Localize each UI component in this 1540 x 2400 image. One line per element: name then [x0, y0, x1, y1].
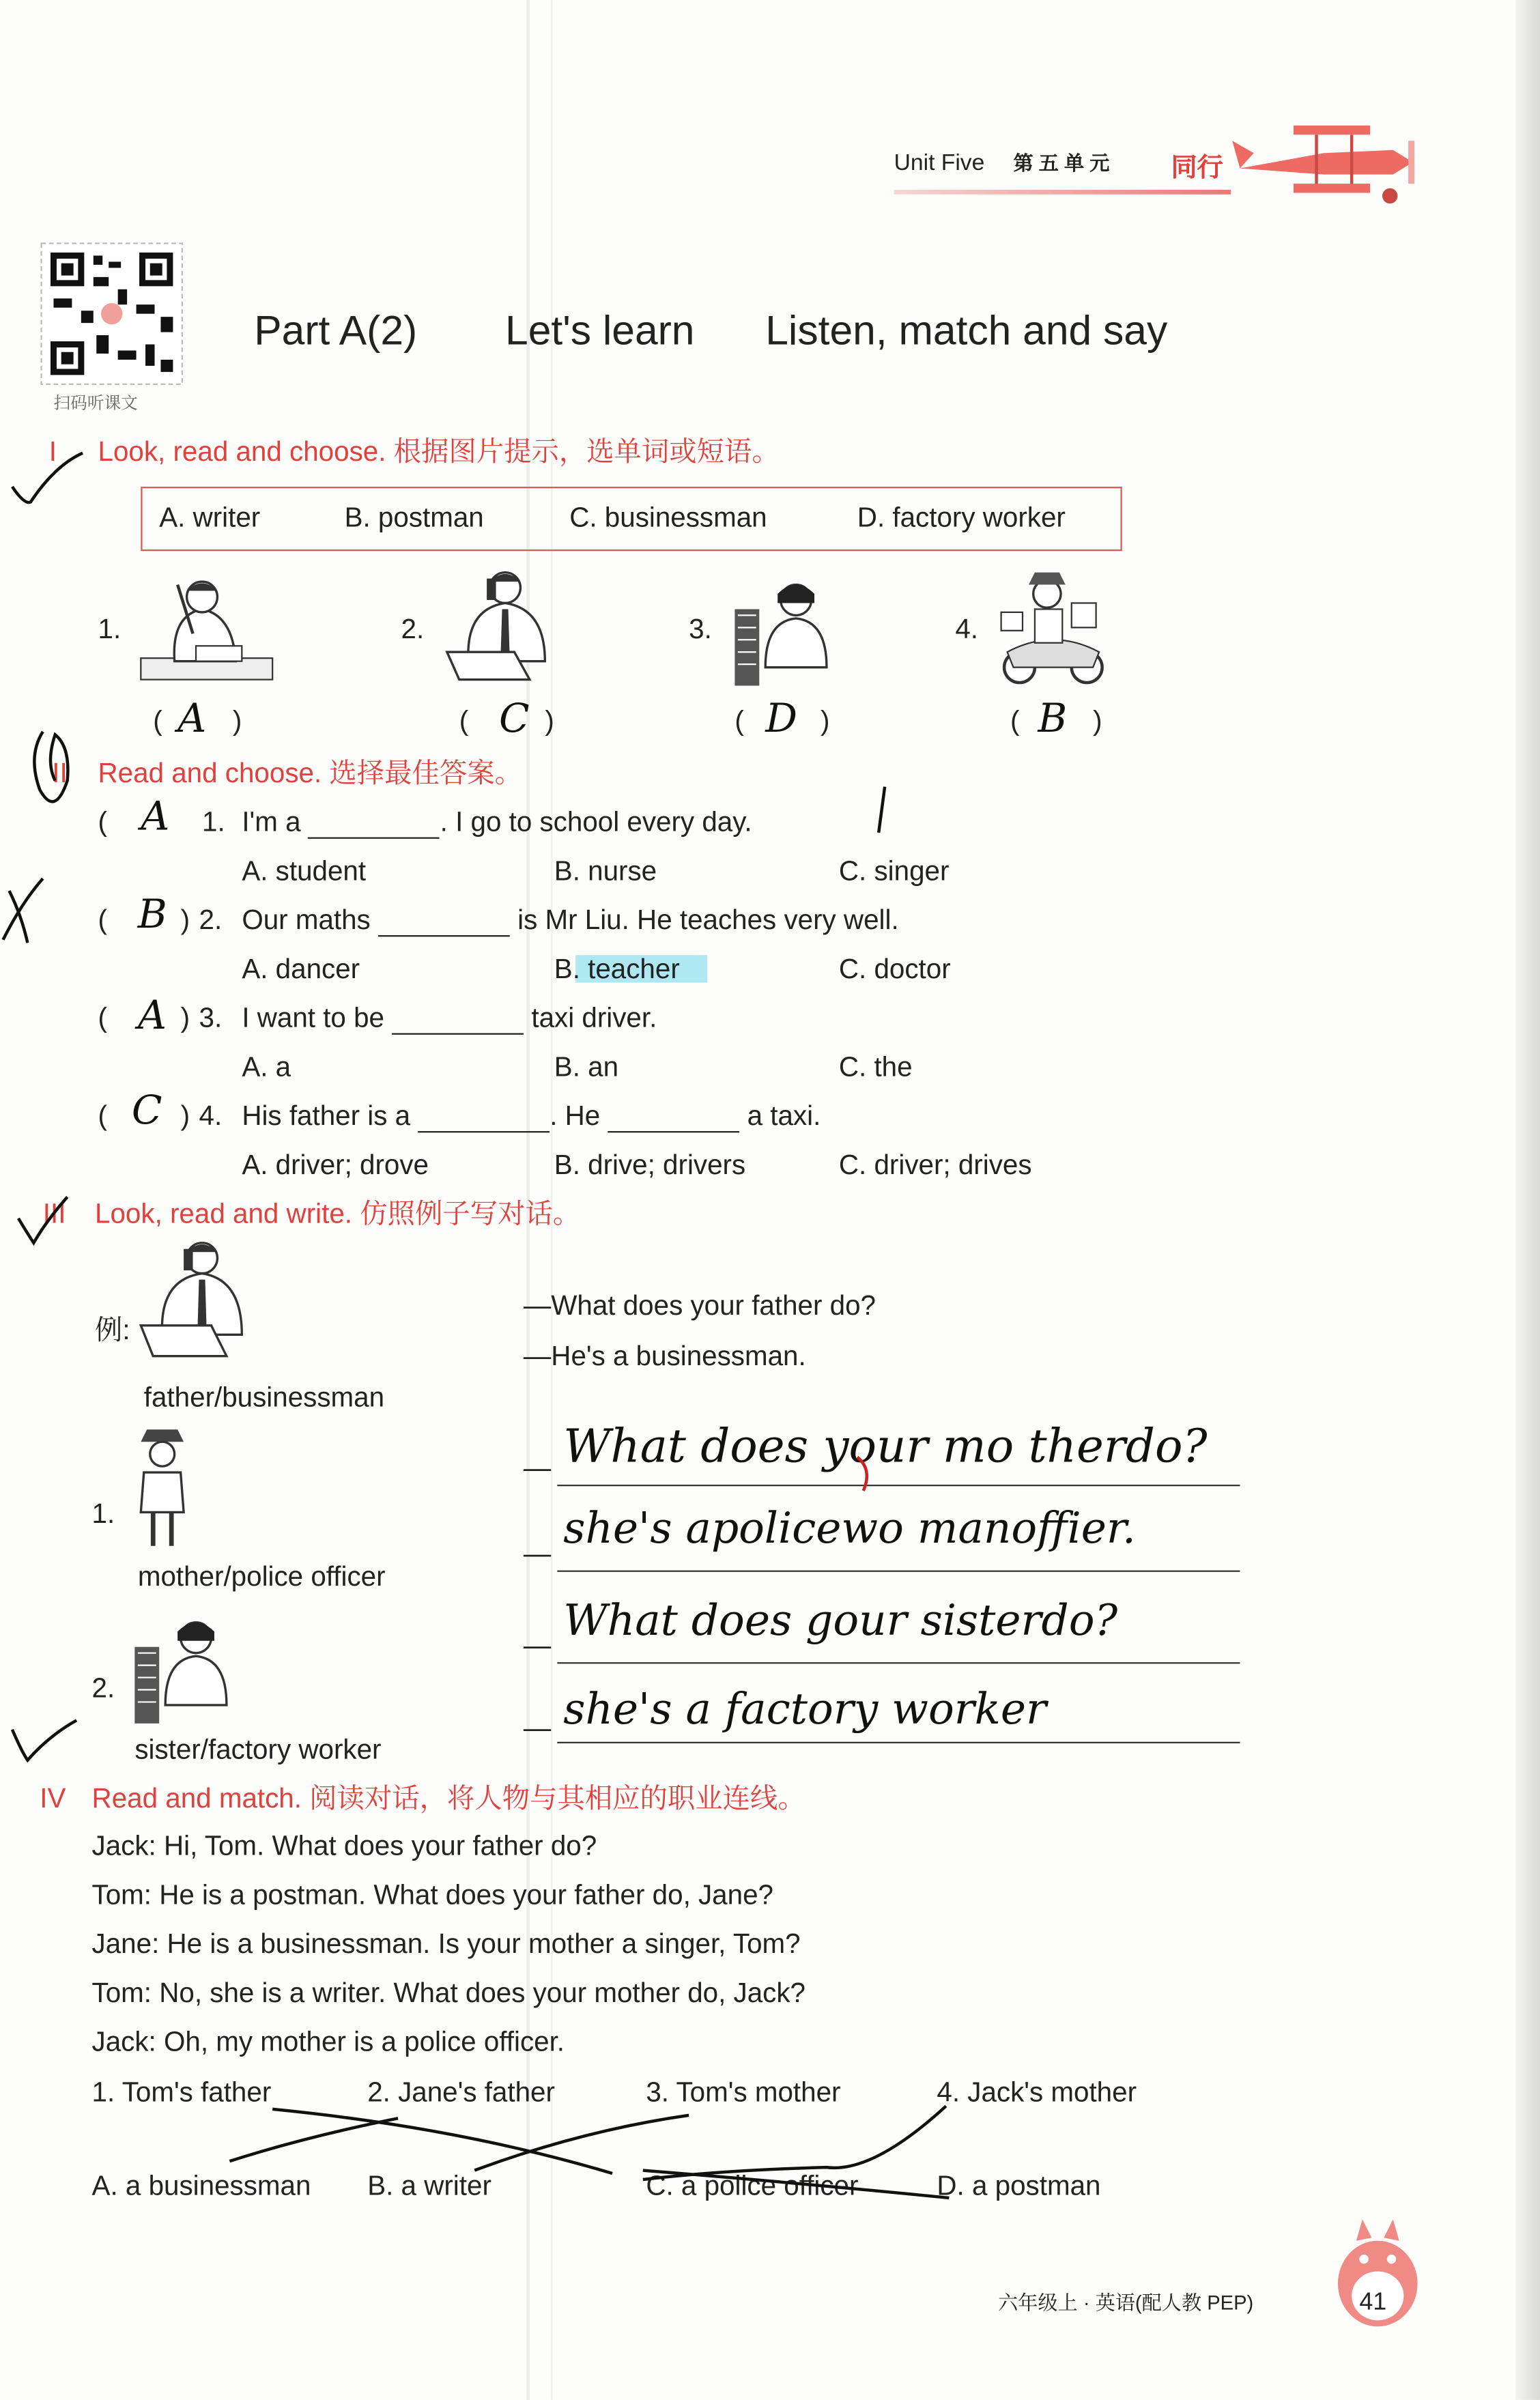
line-dash: —: [523, 1630, 552, 1661]
section-4-heading: Read and match. 阅读对话，将人物与其相应的职业连线。: [91, 1783, 805, 1814]
answer-paren: ): [1093, 705, 1102, 737]
question-4-text: His father is a . He a taxi.: [242, 1099, 821, 1132]
dialogue-line: Tom: He is a postman. What does your father do, Jane?: [91, 1879, 773, 1911]
match-person: 3. Tom's mother: [646, 2076, 841, 2108]
match-job: D. a postman: [937, 2170, 1101, 2201]
example-question: —What does your father do?: [523, 1290, 876, 1322]
answer-paren: (: [1010, 705, 1020, 737]
option-b: B. nurse: [554, 855, 657, 887]
option-a: A. dancer: [242, 953, 360, 984]
match-person: 4. Jack's mother: [937, 2076, 1137, 2108]
section-3-heading: Look, read and write. 仿照例子写对话。: [95, 1198, 581, 1229]
answer-paren: (: [98, 904, 107, 936]
option-a: A. student: [242, 855, 367, 887]
answer-paren: (: [98, 806, 107, 838]
unit-cn-label: 第 五 单 元: [1013, 151, 1110, 175]
section-4-number: IV: [40, 1783, 66, 1814]
item-number: 4.: [955, 614, 978, 645]
word-option: A. writer: [159, 502, 261, 533]
match-job: A. a businessman: [91, 2170, 311, 2201]
line-dash: —: [523, 1713, 552, 1743]
answer-paren: (: [459, 705, 469, 737]
dialogue-line: Jack: Oh, my mother is a police officer.: [91, 2026, 565, 2057]
answer-paren: (: [98, 1100, 107, 1132]
section-3-number: III: [42, 1198, 66, 1229]
item-number: 1.: [98, 614, 122, 645]
section-2-number: II: [52, 757, 68, 788]
dialogue-line: Jane: He is a businessman. Is your mother a singer, Tom?: [91, 1928, 801, 1960]
answer-paren: ): [180, 1002, 190, 1033]
handwritten-line: she's apolicewo manoffier.: [563, 1502, 1136, 1554]
section-2-heading: Read and choose. 选择最佳答案。: [98, 757, 522, 788]
book-info: 六年级上 · 英语(配人教 PEP): [998, 2291, 1254, 2315]
activity-title: Listen, match and say: [765, 307, 1168, 354]
question-3-text: I want to be taxi driver.: [242, 1001, 657, 1034]
question-number: 2.: [199, 904, 223, 936]
example-label: 例:: [95, 1315, 130, 1345]
handwritten-answer: C: [499, 696, 530, 743]
item-number: 3.: [689, 614, 712, 645]
handwritten-answer: D: [765, 696, 798, 743]
option-c: C. doctor: [838, 953, 951, 984]
item-1-caption: mother/police officer: [137, 1561, 386, 1592]
option-a: A. driver; drove: [242, 1149, 429, 1180]
example-answer: —He's a businessman.: [523, 1341, 806, 1372]
answer-paren: ): [820, 705, 830, 737]
option-b: B. an: [554, 1051, 619, 1083]
answer-paren: (: [153, 705, 162, 737]
match-job: B. a writer: [367, 2170, 491, 2201]
word-option: B. postman: [344, 502, 484, 533]
handwritten-line: What does your mo therdo?: [563, 1420, 1208, 1474]
option-b: B. drive; drivers: [554, 1149, 746, 1180]
item-2-caption: sister/factory worker: [134, 1734, 382, 1765]
item-number: 2.: [401, 614, 425, 645]
handwritten-answer: C: [131, 1088, 162, 1134]
option-a: A. a: [242, 1051, 291, 1083]
handwritten-answer: B: [137, 892, 167, 939]
option-b: B. teacher: [554, 953, 680, 984]
match-job: C. a police officer: [646, 2170, 859, 2201]
qr-caption: 扫码听课文: [53, 395, 138, 414]
item-number: 1.: [91, 1498, 115, 1530]
answer-paren: ): [232, 705, 242, 737]
word-option: D. factory worker: [857, 502, 1066, 533]
lets-learn-title: Let's learn: [505, 307, 695, 354]
match-person: 2. Jane's father: [367, 2076, 555, 2108]
option-c: C. driver; drives: [838, 1149, 1032, 1180]
match-person: 1. Tom's father: [91, 2076, 272, 2108]
item-number: 2.: [91, 1672, 115, 1704]
answer-paren: (: [735, 705, 744, 737]
handwritten-answer: A: [137, 993, 167, 1040]
answer-paren: ): [180, 1100, 190, 1132]
section-1-heading: Look, read and choose. 根据图片提示，选单词或短语。: [98, 436, 780, 467]
handwritten-answer: B: [1038, 696, 1068, 743]
example-caption: father/businessman: [143, 1382, 385, 1413]
handwritten-answer: A: [177, 696, 207, 743]
answer-paren: ): [545, 705, 554, 737]
option-c: C. the: [838, 1051, 913, 1083]
question-1-text: I'm a . I go to school every day.: [242, 805, 752, 838]
page-number: 41: [1359, 2289, 1387, 2316]
option-c: C. singer: [838, 855, 950, 887]
question-2-text: Our maths is Mr Liu. He teaches very well.: [242, 903, 898, 937]
line-dash: —: [523, 1452, 552, 1483]
question-number: 4.: [199, 1100, 223, 1132]
part-title: Part A(2): [254, 307, 418, 354]
word-option: C. businessman: [569, 502, 767, 533]
unit-label: Unit Five: [894, 149, 985, 176]
line-dash: —: [523, 1538, 552, 1569]
question-number: 1.: [202, 806, 225, 838]
dialogue-line: Jack: Hi, Tom. What does your father do?: [91, 1830, 597, 1861]
section-1-number: I: [48, 436, 57, 467]
question-number: 3.: [199, 1002, 223, 1033]
brand-label: 同行: [1171, 153, 1223, 182]
handwritten-answer: A: [141, 794, 170, 841]
answer-paren: ): [180, 904, 190, 936]
answer-paren: (: [98, 1002, 107, 1033]
handwritten-line: she's a factory worker: [563, 1683, 1047, 1734]
handwritten-line: What does gour sisterdo?: [563, 1595, 1118, 1646]
dialogue-line: Tom: No, she is a writer. What does your mother do, Jack?: [91, 1977, 806, 2008]
